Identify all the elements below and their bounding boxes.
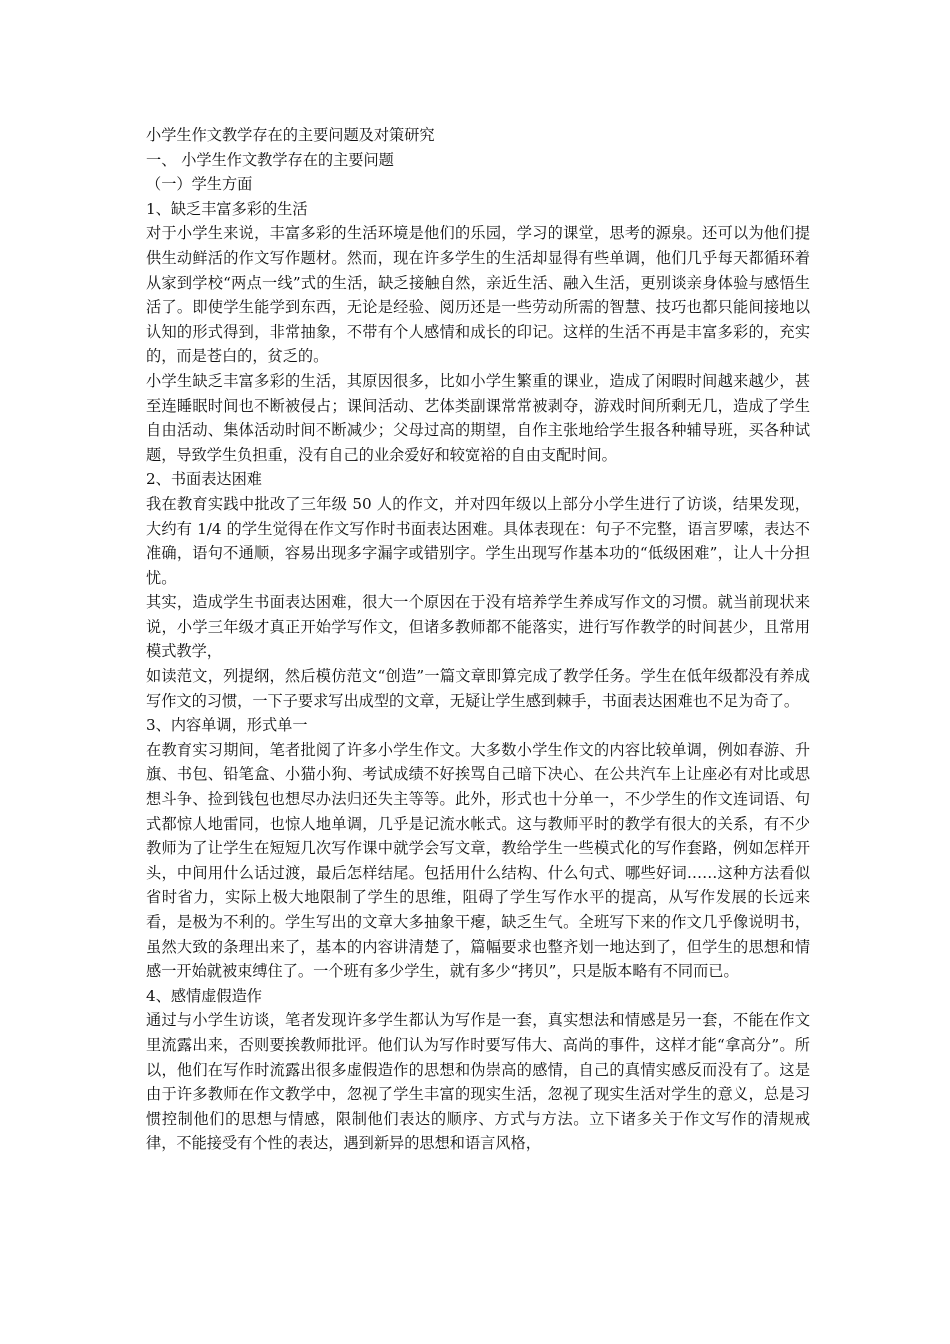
document-title: 小学生作文教学存在的主要问题及对策研究	[146, 126, 435, 144]
paragraph: 小学生缺乏丰富多彩的生活，其原因很多，比如小学生繁重的课业，造成了闲暇时间越来越少，甚至连睡眠时间也不断被侵占；课间活动、艺体类副课常常被剥夺，游戏时间所剩无几，造成了学生自由活动、集体活动时间不断减少；父母过高的期望，自作主张地给学生报各种辅导班，买各种试题，导致学生负担重，没有自己的业余爱好和较宽裕的自由支配时间。	[146, 371, 810, 464]
paragraph: 如读范文，列提纲，然后模仿范文“创造”一篇文章即算完成了教学任务。学生在低年级都没有养成写作文的习惯，一下子要求写出成型的文章，无疑让学生感到棘手，书面表达困难也不足为奇了。	[146, 667, 810, 710]
paragraph: 其实，造成学生书面表达困难，很大一个原因在于没有培养学生养成写作文的习惯。就当前现状来说，小学三年级才真正开始学写作文，但诸多教师都不能落实，进行写作教学的时间甚少，且常用模式教学，	[146, 593, 810, 661]
paragraph: 在教育实习期间，笔者批阅了许多小学生作文。大多数小学生作文的内容比较单调，例如春游、升旗、书包、铅笔盒、小猫小狗、考试成绩不好挨骂自己暗下决心、在公共汽车上让座必有对比或思想斗争、捡到钱包也想尽办法归还失主等等。此外，形式也十分单一，不少学生的作文连词语、句式都惊人地雷同，也惊人地单调，几乎是记流水帐式。这与教师平时的教学有很大的关系，有不少教师为了让学生在短短几次写作课中就学会写文章，教给学生一些模式化的写作套路，例如怎样开头，中间用什么话过渡，最后怎样结尾。包括用什么结构、什么句式、哪些好词……这种方法看似省时省力，实际上极大地限制了学生的思维，阻碍了学生写作水平的提高，从写作发展的长远来看，是极为不利的。学生写出的文章大多抽象干瘪，缺乏生气。全班写下来的作文几乎像说明书，虽然大致的条理出来了，基本的内容讲清楚了，篇幅要求也整齐划一地达到了，但学生的思想和情感一开始就被束缚住了。一个班有多少学生，就有多少“拷贝”，只是版本略有不同而已。	[146, 740, 810, 981]
item-heading: 4、感情虚假造作	[146, 986, 262, 1005]
document-page	[146, 123, 810, 1156]
section-heading: 一、 小学生作文教学存在的主要问题	[146, 150, 394, 169]
paragraph: 我在教育实践中批改了三年级 50 人的作文，并对四年级以上部分小学生进行了访谈，结果发现，大约有 1/4 的学生觉得在作文写作时书面表达困难。具体表现在：句子不完整，语言罗嗦，表达不准确，语句不通顺，容易出现多字漏字或错别字。学生出现写作基本功的“低级困难”，让人十分担忧。	[146, 494, 810, 587]
subsection-heading: （一）学生方面	[146, 175, 253, 194]
item-heading: 3、内容单调，形式单一	[146, 716, 308, 735]
item-heading: 2、书面表达困难	[146, 470, 262, 489]
paragraph: 对于小学生来说，丰富多彩的生活环境是他们的乐园，学习的课堂，思考的源泉。还可以为他们提供生动鲜活的作文写作题材。然而，现在许多学生的生活却显得有些单调，他们几乎每天都循环着从家到学校“两点一线”式的生活，缺乏接触自然，亲近生活、融入生活，更别谈亲身体验与感悟生活了。即使学生能学到东西，无论是经验、阅历还是一些劳动所需的智慧、技巧也都只能间接地以认知的形式得到，非常抽象，不带有个人感情和成长的印记。这样的生活不再是丰富多彩的，充实的，而是苍白的，贫乏的。	[146, 224, 810, 366]
paragraph: 通过与小学生访谈，笔者发现许多学生都认为写作是一套，真实想法和情感是另一套，不能在作文里流露出来，否则要挨教师批评。他们认为写作时要写伟大、高尚的事件，这样才能“拿高分”。所以，他们在写作时流露出很多虚假造作的思想和伪崇高的感情，自己的真情实感反而没有了。这是由于许多教师在作文教学中，忽视了学生丰富的现实生活，忽视了现实生活对学生的意义，总是习惯控制他们的思想与情感，限制他们表达的顺序、方式与方法。立下诸多关于作文写作的清规戒律，不能接受有个性的表达，遇到新异的思想和语言风格，	[146, 1011, 810, 1153]
item-heading: 1、缺乏丰富多彩的生活	[146, 199, 308, 218]
